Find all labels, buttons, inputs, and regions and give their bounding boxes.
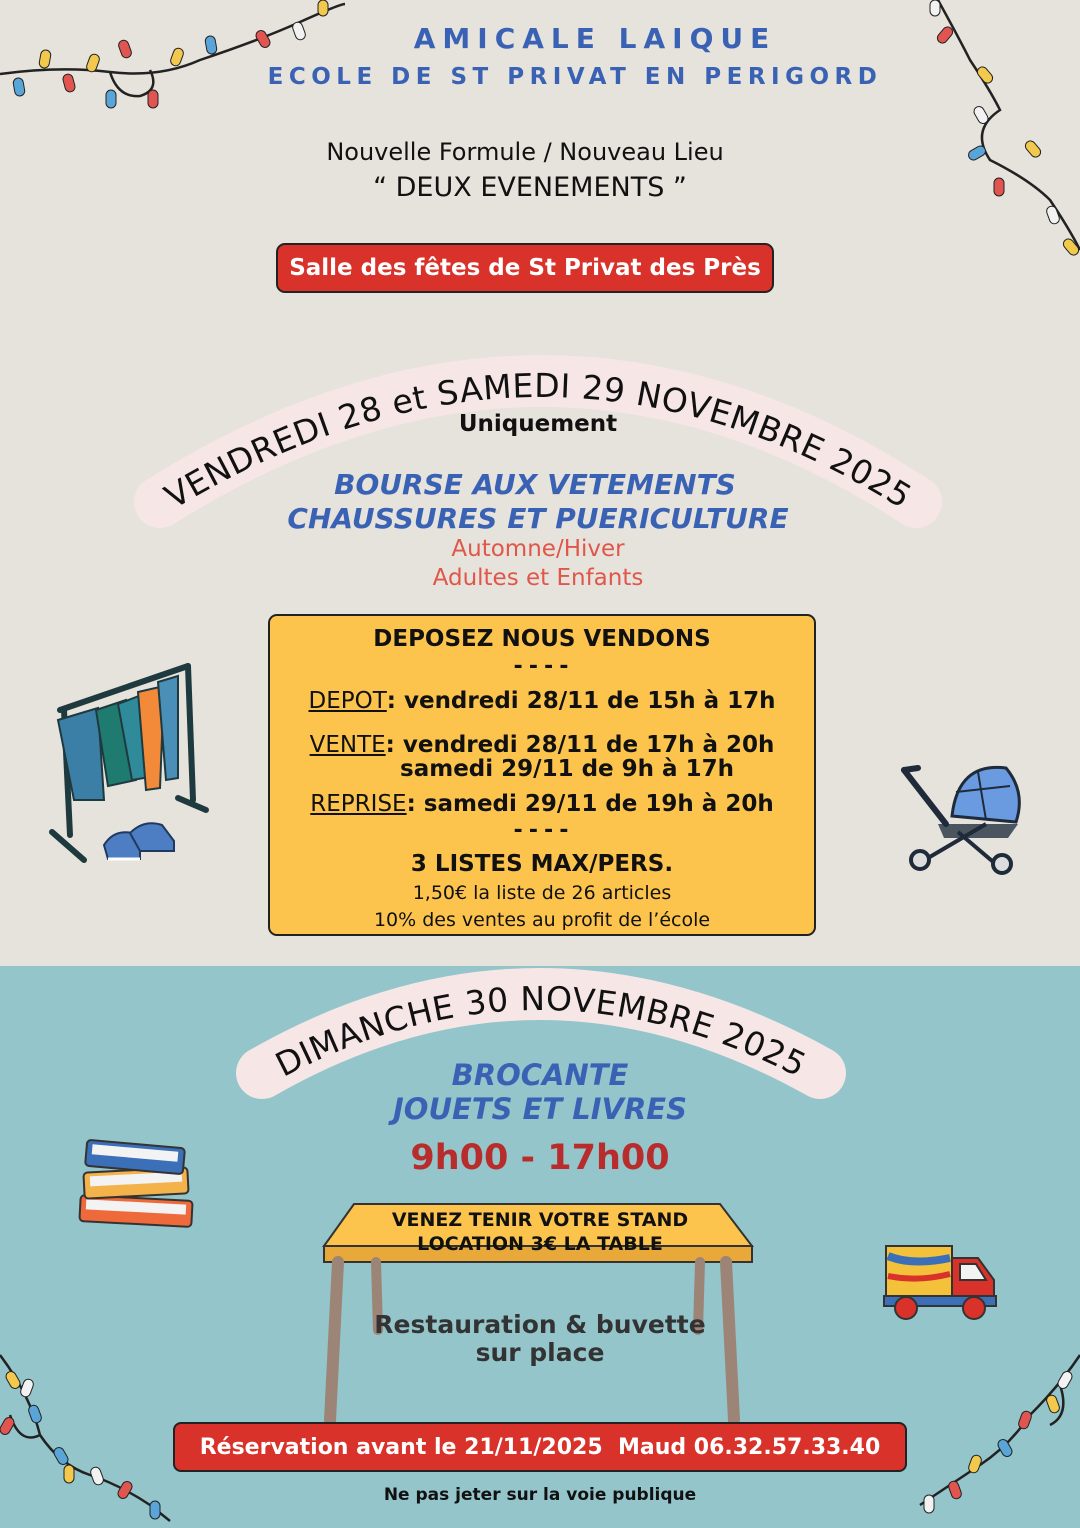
opening-hours: 9h00 - 17h00 (410, 1138, 670, 1178)
depot-text: : vendredi 28/11 de 15h à 17h (386, 688, 776, 714)
deposit-info-box (268, 614, 816, 936)
vente-text-2: samedi 29/11 de 9h à 17h (400, 756, 734, 782)
box-heading: DEPOSEZ NOUS VENDONS (373, 626, 711, 652)
profit-note: 10% des ventes au profit de l’école (373, 909, 711, 931)
jouets-title: JOUETS ET LIVRES (393, 1092, 687, 1126)
string-lights-icon (0, 0, 360, 110)
footer-note: Ne pas jeter sur la voie publique (383, 1485, 697, 1505)
brocante-title: BROCANTE (451, 1058, 629, 1092)
listes-max: 3 LISTES MAX/PERS. (410, 851, 674, 877)
arc-title-text: VENDREDI 28 et SAMEDI 29 NOVEMBRE 2025 (157, 365, 919, 517)
bourse-title-line2: CHAUSSURES ET PUERICULTURE (287, 502, 789, 535)
resto-line1: Restauration & buvette (374, 1310, 706, 1339)
season-label: Automne/Hiver (451, 536, 625, 562)
formula-subtitle: Nouvelle Formule / Nouveau Lieu (326, 138, 724, 166)
stand-line1: VENEZ TENIR VOTRE STAND (391, 1209, 689, 1231)
organization-name: AMICALE LAIQUE (413, 22, 777, 55)
venue-label: Salle des fêtes de St Privat des Près (289, 255, 761, 281)
reservation-text: Réservation avant le 21/11/2025 Maud 06.32.57.33.40 (199, 1434, 881, 1460)
catering-info (340, 1311, 740, 1367)
separator: ---- (511, 654, 573, 679)
school-name: ECOLE DE ST PRIVAT EN PERIGORD (267, 64, 883, 90)
arc-title-text: DIMANCHE 30 NOVEMBRE 2025 (269, 978, 813, 1085)
depot-label: DEPOT (308, 688, 387, 714)
books-icon (74, 1140, 204, 1240)
reprise-text: : samedi 29/11 de 19h à 20h (406, 791, 774, 817)
sneakers-icon (100, 815, 180, 871)
stand-line2: LOCATION 3€ LA TABLE (417, 1233, 663, 1255)
reprise-line (270, 791, 814, 817)
audience-label: Adultes et Enfants (432, 565, 644, 591)
bourse-title-line1: BOURSE AUX VETEMENTS (334, 468, 736, 501)
stand-info (340, 1208, 740, 1256)
depot-line (270, 688, 814, 714)
resto-line2: sur place (475, 1338, 605, 1367)
uniquement-label: Uniquement (458, 411, 618, 437)
vente-label: VENTE (309, 732, 386, 758)
separator: ---- (511, 818, 573, 843)
vente-text: : vendredi 28/11 de 17h à 20h (385, 732, 775, 758)
price-per-list: 1,50€ la liste de 26 articles (412, 882, 672, 904)
two-events-title: “ DEUX EVENEMENTS ” (373, 172, 687, 203)
reservation-banner (173, 1422, 907, 1472)
reprise-label: REPRISE (310, 791, 407, 817)
toy-truck-icon (882, 1236, 1002, 1326)
vente-line (270, 732, 814, 758)
venue-banner (276, 243, 774, 293)
stroller-icon (898, 762, 1028, 882)
